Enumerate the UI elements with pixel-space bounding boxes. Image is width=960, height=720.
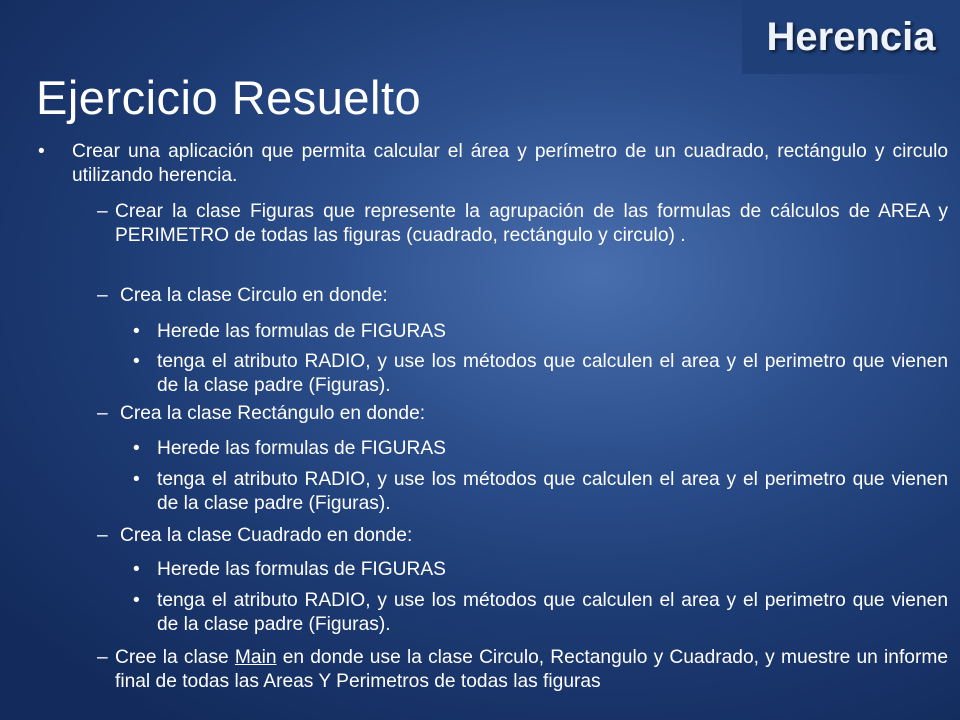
dash-marker: – — [97, 525, 108, 546]
circulo-item-1: Herede las formulas de FIGURAS — [157, 321, 446, 342]
rectangulo-item-2: tenga el atributo RADIO, y use los métodos que calculen el area y el perimetro que vienen de la clase padre (Figuras). — [157, 469, 948, 514]
bullet-marker: • — [133, 438, 140, 459]
circulo-item-2: tenga el atributo RADIO, y use los métodos que calculen el area y el perimetro que vienen de la clase padre (Figuras). — [157, 351, 948, 396]
cuadrado-item-2: tenga el atributo RADIO, y use los métodos que calculen el area y el perimetro que vienen de la clase padre (Figuras). — [157, 590, 948, 635]
sub-point-main — [115, 646, 948, 694]
main-text-before: Cree la clase — [115, 647, 235, 668]
section-tag: Herencia — [742, 0, 960, 74]
bullet-marker: • — [133, 590, 140, 611]
dash-marker: – — [97, 403, 108, 424]
rectangulo-item-1: Herede las formulas de FIGURAS — [157, 438, 446, 459]
main-class-link[interactable]: Main — [234, 647, 277, 668]
cuadrado-item-1: Herede las formulas de FIGURAS — [157, 559, 446, 580]
bullet-marker: • — [133, 469, 140, 490]
sub-point-circulo: Crea la clase Circulo en donde: — [120, 285, 388, 306]
bullet-marker: • — [133, 559, 140, 580]
sub-point-cuadrado: Crea la clase Cuadrado en donde: — [120, 525, 413, 546]
sub-point-rectangulo: Crea la clase Rectángulo en donde: — [120, 403, 426, 424]
bullet-marker: • — [133, 351, 140, 372]
bullet-marker: • — [133, 321, 140, 342]
sub-point-figuras: Crear la clase Figuras que represente la agrupación de las formulas de cálculos de AREA y PERIMETRO de todas las figuras (cuadrado, rectángulo y circulo) . — [115, 201, 948, 246]
dash-marker: – — [97, 285, 108, 306]
main-text-after: en donde use la clase Circulo, Rectangulo y Cuadrado, y muestre un informe final de todas las Areas Y Perimetros de todas las figuras — [115, 647, 948, 692]
bullet-marker: • — [38, 141, 45, 162]
main-point: Crear una aplicación que permita calcular el área y perímetro de un cuadrado, rectángulo y circulo utilizando herencia. — [72, 141, 948, 186]
dash-marker: – — [97, 647, 108, 668]
slide-title: Ejercicio Resuelto — [36, 71, 422, 124]
dash-marker: – — [97, 201, 108, 222]
